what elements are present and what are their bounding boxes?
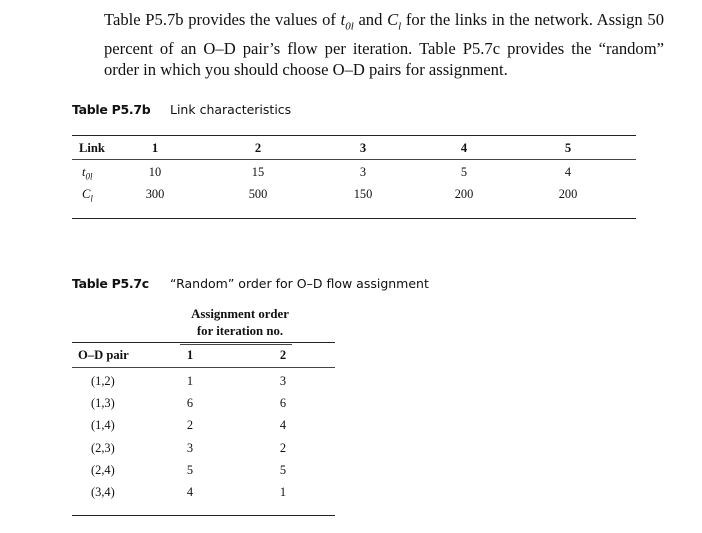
assignment-order-value: 3: [279, 374, 287, 388]
assignment-order-value: 5: [186, 462, 194, 477]
assignment-order-header-line2: for iteration no.: [196, 324, 284, 338]
table-c-group-rule: [180, 344, 292, 345]
assignment-order-value: 6: [279, 396, 287, 411]
intro-text-1: Table P5.7b provides the values of: [104, 10, 341, 29]
cl-value-link-4: 200: [454, 187, 474, 201]
iteration-header-1: 1: [186, 348, 194, 362]
t0l-value-link-4: 5: [460, 165, 468, 179]
assignment-order-header: [170, 306, 310, 340]
od-pair-label: (3,4): [91, 485, 115, 499]
od-pair-label: (1,4): [91, 418, 115, 433]
table-c-header-label: O–D pair: [78, 348, 129, 362]
t0l-value-link-2: 15: [251, 165, 265, 179]
assignment-order-value: 2: [279, 440, 287, 455]
table-b-title: Link characteristics: [170, 102, 292, 117]
od-pair-label: (2,3): [91, 440, 115, 455]
assignment-order-value: 1: [279, 485, 287, 499]
table-b-top-rule: [72, 135, 636, 136]
t0l-value-link-1: 10: [148, 165, 162, 179]
od-pair-label: (2,4): [91, 462, 115, 477]
table-c-title: “Random” order for O–D flow assignment: [170, 276, 429, 291]
link-header-4: 4: [460, 141, 468, 155]
table-b-bottom-rule: [72, 218, 636, 219]
assignment-order-value: 1: [186, 374, 194, 388]
od-pair-label: (1,3): [91, 396, 115, 411]
table-c-number: Table P5.7c: [72, 276, 149, 291]
assignment-order-value: 5: [279, 462, 287, 477]
intro-text-2: and: [353, 10, 388, 29]
assignment-order-value: 2: [186, 418, 194, 433]
table-c-header-rule: [72, 367, 335, 368]
intro-text-3: for the links in the network. Assign 50 percent of an O–D pair’s flow per iteration. Table P5.7c provides the “random” order in which you should choose O–D pairs for assignment.: [104, 10, 664, 80]
intro-paragraph: [104, 9, 664, 81]
table-c-bottom-rule: [72, 515, 335, 516]
link-header-5: 5: [564, 141, 572, 155]
table-b-header-label: Link: [79, 141, 105, 155]
table-c-top-rule: [72, 342, 335, 343]
table-b-header-rule: [72, 159, 636, 160]
assignment-order-value: 4: [279, 418, 287, 433]
assignment-order-header-line1: Assignment order: [191, 307, 289, 321]
cl-value-link-3: 150: [353, 187, 373, 201]
assignment-order-value: 6: [186, 396, 194, 411]
link-header-3: 3: [359, 141, 367, 155]
c-symbol: $C_l$: [387, 10, 402, 33]
link-header-1: 1: [151, 141, 159, 155]
cl-value-link-5: 200: [558, 187, 578, 201]
cl-value-link-2: 500: [248, 187, 268, 201]
iteration-header-2: 2: [279, 348, 287, 362]
link-header-2: 2: [254, 141, 262, 155]
cl-value-link-1: 300: [145, 187, 165, 201]
t0l-value-link-3: 3: [359, 165, 367, 179]
table-b-number: Table P5.7b: [72, 102, 151, 117]
assignment-order-value: 3: [186, 440, 194, 455]
assignment-order-value: 4: [186, 485, 194, 499]
od-pair-label: (1,2): [91, 374, 115, 388]
t0l-row-label: $t_{0l}$: [82, 165, 93, 182]
t0l-value-link-5: 4: [564, 165, 572, 179]
t-symbol: $t_{0l}$: [340, 10, 354, 33]
cl-row-label: $C_l$: [82, 187, 93, 204]
